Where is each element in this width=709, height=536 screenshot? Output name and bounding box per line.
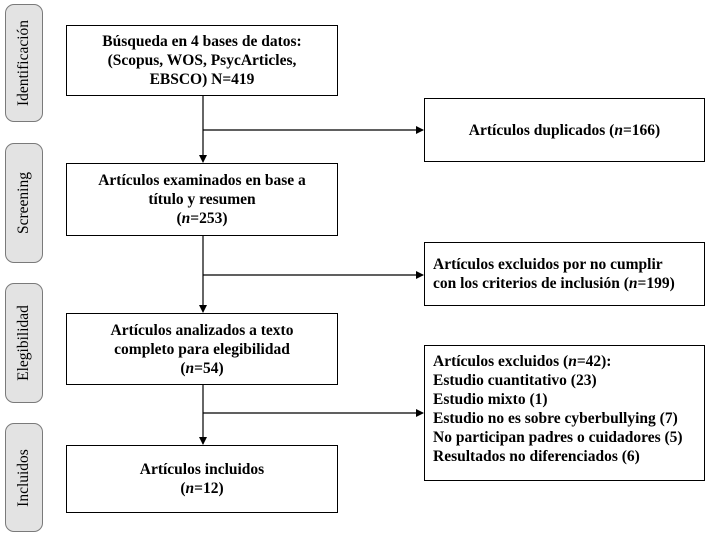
- excluded-full-box: [424, 345, 705, 481]
- screening-line-2: título y resumen: [148, 191, 256, 208]
- eligibility-line-2: completo para elegibilidad: [114, 340, 290, 358]
- identification-box: [66, 25, 338, 96]
- duplicates-text: Artículos duplicados (n=166): [468, 121, 661, 139]
- included-box: [66, 445, 338, 513]
- screening-count: (n=253): [176, 210, 228, 227]
- stage-screening-label: Screening: [15, 172, 32, 234]
- screening-box: [66, 163, 338, 236]
- eligibility-count: (n=54): [180, 359, 224, 377]
- excluded-reason: Estudio no es sobre cyberbullying (7): [433, 410, 678, 427]
- excluded-criteria-box: [424, 242, 705, 306]
- excluded-full-title: Artículos excluidos (n=42):: [433, 353, 612, 370]
- identification-line-1: Búsqueda en 4 bases de datos:: [102, 33, 302, 50]
- excluded-criteria-line-2: con los criterios de inclusión (n=199): [433, 275, 675, 292]
- excluded-reason: No participan padres o cuidadores (5): [433, 429, 683, 446]
- excluded-criteria-line-1: Artículos excluidos por no cumplir: [433, 256, 663, 273]
- screening-line-1: Artículos examinados en base a: [98, 172, 306, 189]
- excluded-reason: Estudio mixto (1): [433, 391, 548, 408]
- identification-line-2: (Scopus, WOS, PsycArticles,: [107, 52, 297, 69]
- included-count: (n=12): [180, 480, 224, 497]
- excluded-reason: Resultados no diferenciados (6): [433, 448, 640, 465]
- duplicates-box: [424, 98, 705, 162]
- eligibility-box: [66, 313, 338, 385]
- stage-identification-label: Identificación: [15, 19, 32, 107]
- included-line-1: Artículos incluidos: [139, 461, 265, 478]
- eligibility-line-1: Artículos analizados a texto: [110, 321, 294, 339]
- stage-included-label: Incluidos: [15, 448, 32, 507]
- excluded-reason: Estudio cuantitativo (23): [433, 372, 597, 389]
- stage-eligibility-label: Elegibilidad: [15, 305, 32, 381]
- identification-line-3: EBSCO) N=419: [149, 71, 255, 88]
